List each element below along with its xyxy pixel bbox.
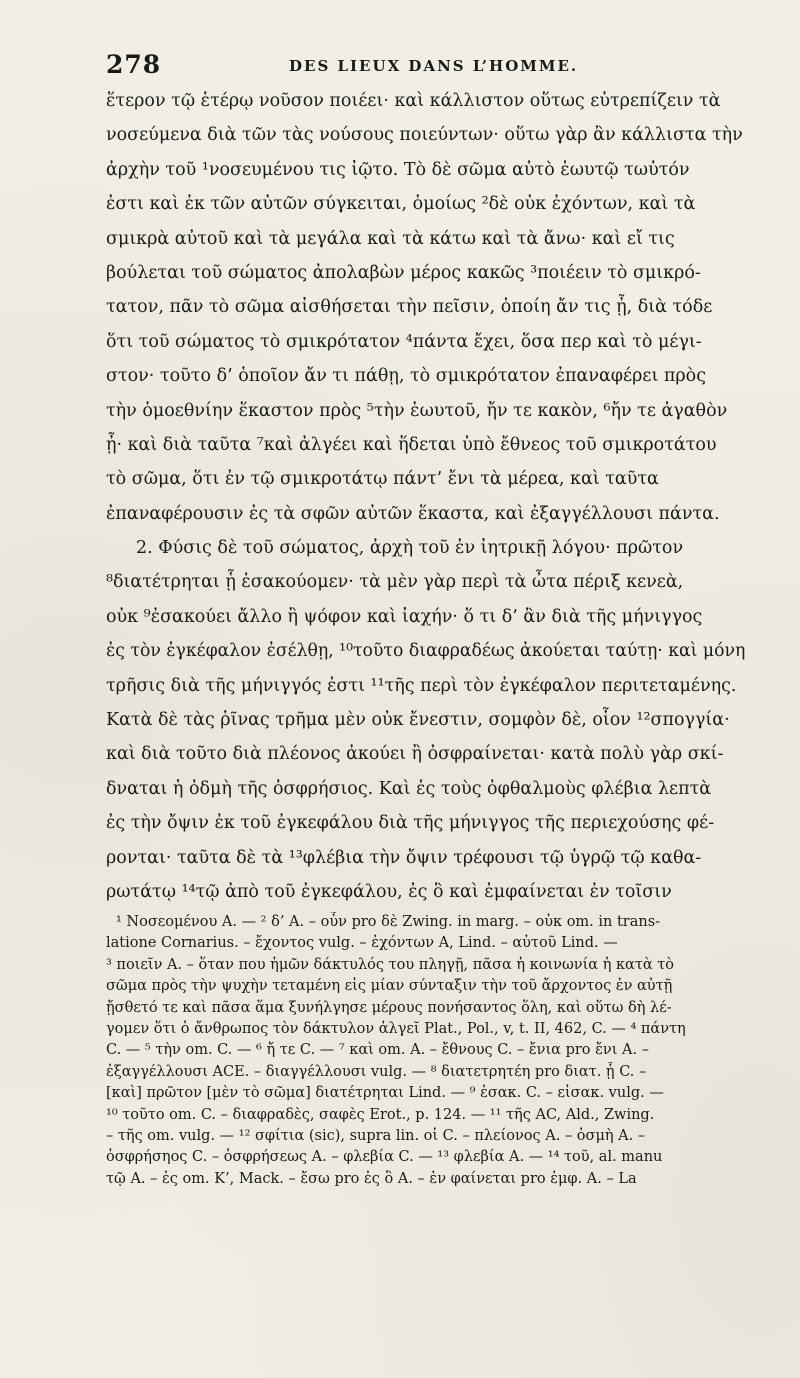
footnote-line: [καὶ] πρῶτον [μὲν τὸ σῶμα] διατέτρηται Lind. — ⁹ ἐσακ. C. – εἰσακ. vulg. — [106, 1085, 664, 1102]
text-line: τρῆσις διὰ τῆς μήνιγγός ἐστι ¹¹τῆς περὶ τὸν ἐγκέφαλον περιτεταμένης. [106, 675, 737, 696]
text-line: τὴν ὁμοεθνίην ἕκαστον πρὸς ⁵τὴν ἑωυτοῦ, ἤν τε κακὸν, ⁶ἤν τε ἀγαθὸν [106, 400, 728, 421]
text-line: νοσεύμενα διὰ τῶν τὰς νούσους ποιεύντων· οὕτω γὰρ ἂν κάλλιστα τὴν [106, 125, 743, 146]
footnote-line: γομεν ὅτι ὁ ἄνθρωπος τὸν δάκτυλον ἀλγεῖ Plat., Pol., v, t. II, 462, C. — ⁴ πάντη [106, 1020, 686, 1037]
text-line: ἐπαναφέρουσιν ἐς τὰ σφῶν αὐτῶν ἕκαστα, καὶ ἐξαγγέλλουσι πάντα. [106, 503, 720, 524]
text-line: δναται ἡ ὀδμὴ τῆς ὀσφρήσιος. Καὶ ἐς τοὺς ὀφθαλμοὺς φλέβια λεπτὰ [106, 778, 712, 799]
footnote-line: ἐξαγγέλλουσι ACE. – διαγγέλλουσι vulg. — ⁸ διατετρητέη pro διατ. ᾗ C. – [106, 1063, 647, 1080]
text-line: ὅτι τοῦ σώματος τὸ σμικρότατον ⁴πάντα ἔχει, ὅσα περ καὶ τὸ μέγι- [106, 331, 702, 352]
footnote-line: ¹ Νοσεομένου A. — ² δ’ A. – οὖν pro δὲ Zwing. in marg. – οὐκ om. in trans- [116, 914, 661, 930]
running-head: DES LIEUX DANS L’HOMME. [289, 57, 579, 75]
footnote-line: ᾔσθετό τε καὶ πᾶσα ἅμα ξυνήλγησε μέρους πονήσαντος ὅλη, καὶ οὕτω δὴ λέ- [106, 999, 672, 1016]
text-line: ἐς τὸν ἐγκέφαλον ἐσέλθῃ, ¹⁰τοῦτο διαφραδέως ἀκούεται ταύτῃ· καὶ μόνη [106, 641, 746, 662]
footnote-line: latione Cornarius. – ἔχοντος vulg. – ἐχόντων A, Lind. – αὐτοῦ Lind. — [106, 935, 618, 952]
text-line: καὶ διὰ τοῦτο διὰ πλέονος ἀκούει ἢ ὀσφραίνεται· κατὰ πολὺ γὰρ σκί- [106, 744, 724, 765]
footnote-line: – τῆς om. vulg. — ¹² σφίτια (sic), supra lin. οἱ C. – πλείονος A. – ὀσμὴ A. – [106, 1127, 646, 1144]
text-line: στον· τοῦτο δ’ ὁποῖον ἄν τι πάθῃ, τὸ σμικρότατον ἐπαναφέρει πρὸς [106, 366, 707, 387]
footnotes [106, 912, 746, 1190]
text-line: ἐς τὴν ὄψιν ἐκ τοῦ ἐγκεφάλου διὰ τῆς μήνιγγος τῆς περιεχούσης φέ- [106, 813, 715, 834]
footnote-line: σῶμα πρὸς τὴν ψυχὴν τεταμένη εἰς μίαν σύνταξιν τὴν τοῦ ἄρχοντος ἐν αὐτῇ [106, 978, 673, 995]
text-line: σμικρὰ αὐτοῦ καὶ τὰ μεγάλα καὶ τὰ κάτω καὶ τὰ ἄνω· καὶ εἴ τις [106, 228, 675, 249]
text-line: ἀρχὴν τοῦ ¹νοσευμένου τις ἰῷτο. Τὸ δὲ σῶμα αὐτὸ ἑωυτῷ τωὐτόν [106, 159, 690, 180]
page-header [106, 50, 746, 84]
text-line: οὐκ ⁹ἐσακούει ἄλλο ἢ ψόφον καὶ ἰαχήν· ὅ τι δ’ ἂν διὰ τῆς μήνιγγος [106, 606, 703, 627]
page-number: 278 [106, 50, 162, 79]
text-line: ᾖ· καὶ διὰ ταῦτα ⁷καὶ ἀλγέει καὶ ἥδεται ὑπὸ ἔθνεος τοῦ σμικροτάτου [106, 434, 717, 455]
footnote-line: ¹⁰ τοῦτο om. C. – διαφραδὲς, σαφὲς Erot., p. 124. — ¹¹ τῆς AC, Ald., Zwing. [106, 1106, 655, 1123]
footnote-line: ³ ποιεῖν A. – ὅταν που ἡμῶν δάκτυλός του πληγῇ, πᾶσα ἡ κοινωνία ἡ κατὰ τὸ [106, 956, 675, 973]
text-line: τὸ σῶμα, ὅτι ἐν τῷ σμικροτάτῳ πάντ’ ἔνι τὰ μέρεα, καὶ ταῦτα [106, 469, 659, 490]
footnote-line: ὀσφρήσηος C. – ὀσφρήσεως A. – φλεβία C. — ¹³ φλεβία A. — ¹⁴ τοῦ, al. manu [106, 1149, 663, 1166]
text-line: ⁸διατέτρηται ᾗ ἐσακούομεν· τὰ μὲν γὰρ περὶ τὰ ὦτα πέριξ κενεὰ, [106, 572, 684, 593]
text-line: 2. Φύσις δὲ τοῦ σώματος, ἀρχὴ τοῦ ἐν ἰητρικῇ λόγου· πρῶτον [136, 538, 684, 559]
main-text [106, 84, 746, 909]
text-line: ρονται· ταῦτα δὲ τὰ ¹³φλέβια τὴν ὄψιν τρέφουσι τῷ ὑγρῷ τῷ καθα- [106, 847, 702, 868]
text-line: βούλεται τοῦ σώματος ἀπολαβὼν μέρος κακῶς ³ποιέειν τὸ σμικρό- [106, 262, 701, 283]
text-line: Κατὰ δὲ τὰς ῥῖνας τρῆμα μὲν οὐκ ἔνεστιν, σομφὸν δὲ, οἷον ¹²σπογγία· [106, 710, 730, 731]
text-line: ἐστι καὶ ἐκ τῶν αὐτῶν σύγκειται, ὁμοίως ²δὲ οὐκ ἐχόντων, καὶ τὰ [106, 194, 696, 215]
text-line: ἕτερον τῷ ἑτέρῳ νοῦσον ποιέει· καὶ κάλλιστον οὕτως εὐτρεπίζειν τὰ [106, 91, 721, 111]
text-line: τατον, πᾶν τὸ σῶμα αἰσθήσεται τὴν πεῖσιν, ὁποίη ἄν τις ᾖ, διὰ τόδε [106, 297, 713, 318]
footnote-line: τῷ A. – ἐς om. K’, Mack. – ἔσω pro ἐς ὃ A. – ἐν φαίνεται pro ἐμφ. A. – La [106, 1170, 637, 1187]
footnote-line: C. — ⁵ τὴν om. C. — ⁶ ἤ τε C. — ⁷ καὶ om. A. – ἔθνους C. – ἔνια pro ἔνι A. – [106, 1042, 649, 1059]
text-line: ρωτάτῳ ¹⁴τῷ ἀπὸ τοῦ ἐγκεφάλου, ἐς ὃ καὶ ἐμφαίνεται ἐν τοῖσιν [106, 881, 672, 902]
